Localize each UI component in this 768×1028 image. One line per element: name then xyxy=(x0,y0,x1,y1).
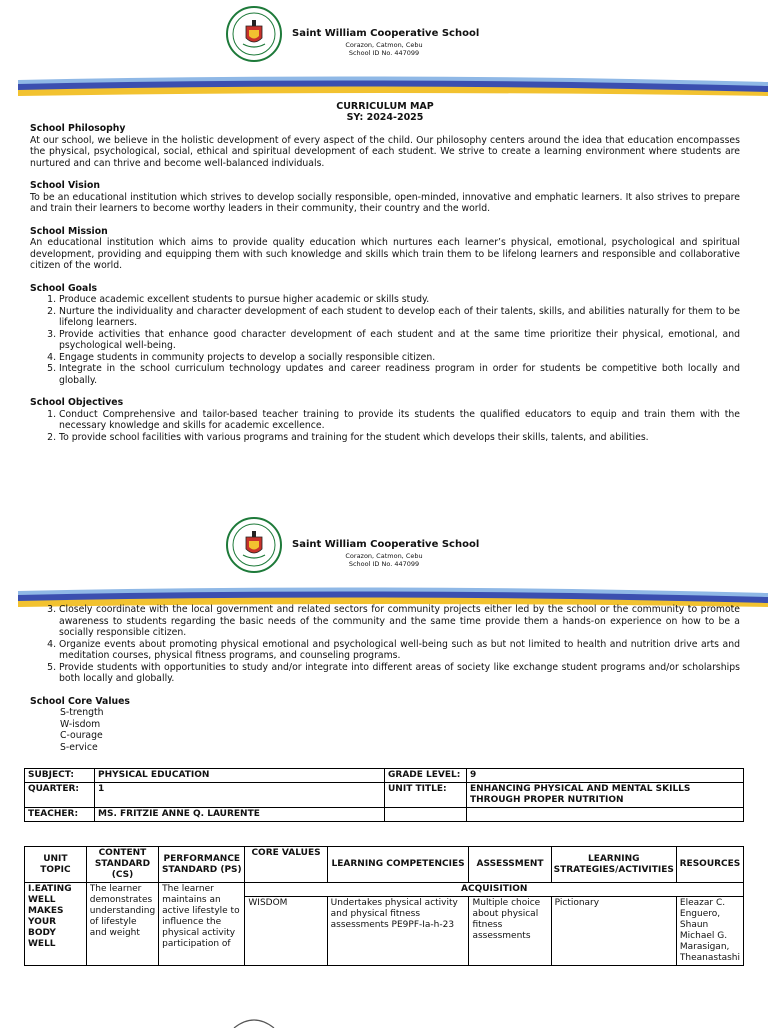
school-seal-logo xyxy=(226,517,282,573)
unit-title-label: UNIT TITLE: xyxy=(385,783,467,808)
table-row xyxy=(25,883,744,897)
document-title: CURRICULUM MAP xyxy=(336,101,434,112)
objective-item: 2. To provide school facilities with various programs and training for the student which develops their skills, talents, and abilities. xyxy=(59,432,740,444)
school-name: Saint William Cooperative School xyxy=(292,28,480,39)
goal-item: 3. Provide activities that enhance good character development of each student and at the same time prioritize their physical, emotional, and psychological well-being. xyxy=(59,329,740,352)
page-2-body xyxy=(30,604,740,753)
objective-item: 1. Conduct Comprehensive and tailor-based teacher training to provide its students the qualified educators to equip and train them with the necessary knowledge and skills for academic excellence. xyxy=(59,409,740,432)
col-header-learning-strategies: LEARNING STRATEGIES/ACTIVITIES xyxy=(551,847,676,883)
curriculum-map-table xyxy=(24,846,744,966)
vision-heading: School Vision xyxy=(30,180,100,191)
col-header-performance-standard: PERFORMANCE STANDARD (PS) xyxy=(159,847,245,883)
objectives-heading: School Objectives xyxy=(30,397,124,408)
quarter-label: QUARTER: xyxy=(25,783,95,808)
school-seal-logo xyxy=(226,6,282,62)
table-row xyxy=(25,808,744,822)
goals-heading: School Goals xyxy=(30,282,98,294)
unit-topic: I.EATING WELL MAKES YOUR BODY WELL xyxy=(28,884,72,949)
page-2 xyxy=(0,511,768,753)
table-header-row xyxy=(25,847,744,883)
acquisition-label: ACQUISITION xyxy=(245,883,744,897)
mission-text: An educational institution which aims to provide quality education which nurtures each learner’s physical, emotional, psychological and spiritual development, providing and equipping them with such knowledge and skills which train them to be lifelong learners and responsible and collaborative citizen of the world. xyxy=(30,237,740,271)
core-value-item: W-isdom xyxy=(60,718,101,730)
core-values-list xyxy=(30,707,740,753)
core-value-item: S-ervice xyxy=(60,741,98,753)
core-values-heading: School Core Values xyxy=(30,695,130,707)
letterhead xyxy=(0,0,768,100)
performance-standard-cell xyxy=(159,883,245,966)
core-value-item: C-ourage xyxy=(60,730,103,741)
unit-title-value: ENHANCING PHYSICAL AND MENTAL SKILLS THROUGH PROPER NUTRITION xyxy=(467,783,744,808)
core-value-cell: WISDOM xyxy=(245,897,327,966)
goals-list xyxy=(30,294,740,386)
objective-item: 3. Closely coordinate with the local government and related sectors for community projects either led by the school or the community to promote awareness to students regarding the basic needs of the community and the same time provide them a hands-on experience on how to be a socially responsible citizen. xyxy=(59,604,740,639)
school-name: Saint William Cooperative School xyxy=(292,539,480,550)
quarter-value: 1 xyxy=(95,783,385,808)
grade-value: 9 xyxy=(467,769,744,783)
subject-label: SUBJECT: xyxy=(25,769,95,783)
col-header-core-values: CORE VALUES xyxy=(245,847,327,883)
resources: Eleazar C. Enguero, Shaun Michael G. Marasigan, Theanastashi xyxy=(679,898,740,963)
blank-cell xyxy=(467,808,744,822)
goal-item: 1. Produce academic excellent students to pursue higher academic or skills study. xyxy=(59,294,740,306)
next-page-seal-logo xyxy=(232,1018,276,1028)
school-address-block xyxy=(292,41,476,57)
school-id: School ID No. 447099 xyxy=(348,49,420,57)
competency-cell: Undertakes physical activity and physical fitness assessments PE9PF-Ia-h-23 xyxy=(327,897,469,966)
subject-info-table xyxy=(24,768,744,822)
grade-label: GRADE LEVEL: xyxy=(385,769,467,783)
blank-cell xyxy=(385,808,467,822)
goal-item: 4. Engage students in community projects to develop a socially responsible citizen. xyxy=(59,352,740,364)
philosophy-heading: School Philosophy xyxy=(30,123,126,134)
letterhead xyxy=(0,511,768,611)
strategy-cell: Pictionary xyxy=(551,897,676,966)
school-year: SY: 2024-2025 xyxy=(346,112,424,123)
objective-item: 5. Provide students with opportunities to study and/or integrate into different areas of society like exchange student programs and/or scholarships both locally and globally. xyxy=(59,662,740,685)
mission-heading: School Mission xyxy=(30,225,108,237)
unit-topic-cell xyxy=(25,883,87,966)
philosophy-text: At our school, we believe in the holistic development of every aspect of the child. Our philosophy centers around the idea that education encompasses the physical, psychological, social, ethical and spiritual development of each student. We strive to create a learning environment where students are nurtured and can thrive and become well-balanced individuals. xyxy=(30,134,740,169)
page-1 xyxy=(0,0,768,443)
school-address: Corazon, Catmon, Cebu xyxy=(345,41,423,49)
content-standard-cell xyxy=(86,883,158,966)
table-row xyxy=(25,783,744,808)
objectives-list xyxy=(30,409,740,444)
col-header-unit-topic: UNIT TOPIC xyxy=(25,847,87,883)
school-address: Corazon, Catmon, Cebu xyxy=(345,552,423,560)
teacher-label: TEACHER: xyxy=(25,808,95,822)
header-swoosh-banner xyxy=(0,74,768,100)
subject-value: PHYSICAL EDUCATION xyxy=(95,769,385,783)
table-row xyxy=(25,769,744,783)
resources-cell xyxy=(676,897,743,966)
content-standard: The learner demonstrates understanding of lifestyle and weight xyxy=(89,884,156,938)
col-header-assessment: ASSESSMENT xyxy=(469,847,551,883)
col-header-resources: RESOURCES xyxy=(676,847,743,883)
page-1-body xyxy=(30,101,740,443)
school-id: School ID No. 447099 xyxy=(348,560,420,568)
vision-text: To be an educational institution which strives to develop socially responsible, open-minded, innovative and emphatic learners. It also strives to prepare and train their learners to become worthy leaders in their community, their country and the world. xyxy=(30,191,740,214)
objectives-list-continued xyxy=(30,604,740,685)
assessment-cell: Multiple choice about physical fitness assessments xyxy=(469,897,551,966)
core-value-item: S-trength xyxy=(60,707,104,718)
col-header-learning-competencies: LEARNING COMPETENCIES xyxy=(327,847,469,883)
school-address-block xyxy=(292,552,476,568)
goal-item: 2. Nurture the individuality and character development of each student to develop each of their talents, skills, and abilities naturally for them to be lifelong learners. xyxy=(59,306,740,329)
objective-item: 4. Organize events about promoting physical emotional and psychological well-being such as but not limited to health and nutrition drive arts and meditation courses, physical fitness programs, and counseling programs. xyxy=(59,639,740,662)
teacher-value: MS. FRITZIE ANNE Q. LAURENTE xyxy=(95,808,385,822)
goal-item: 5. Integrate in the school curriculum technology updates and career readiness program in order for students be competitive both locally and globally. xyxy=(59,363,740,386)
performance-standard: The learner maintains an active lifestyle to influence the physical activity participation of xyxy=(162,884,240,949)
col-header-content-standard: CONTENT STANDARD (CS) xyxy=(86,847,158,883)
